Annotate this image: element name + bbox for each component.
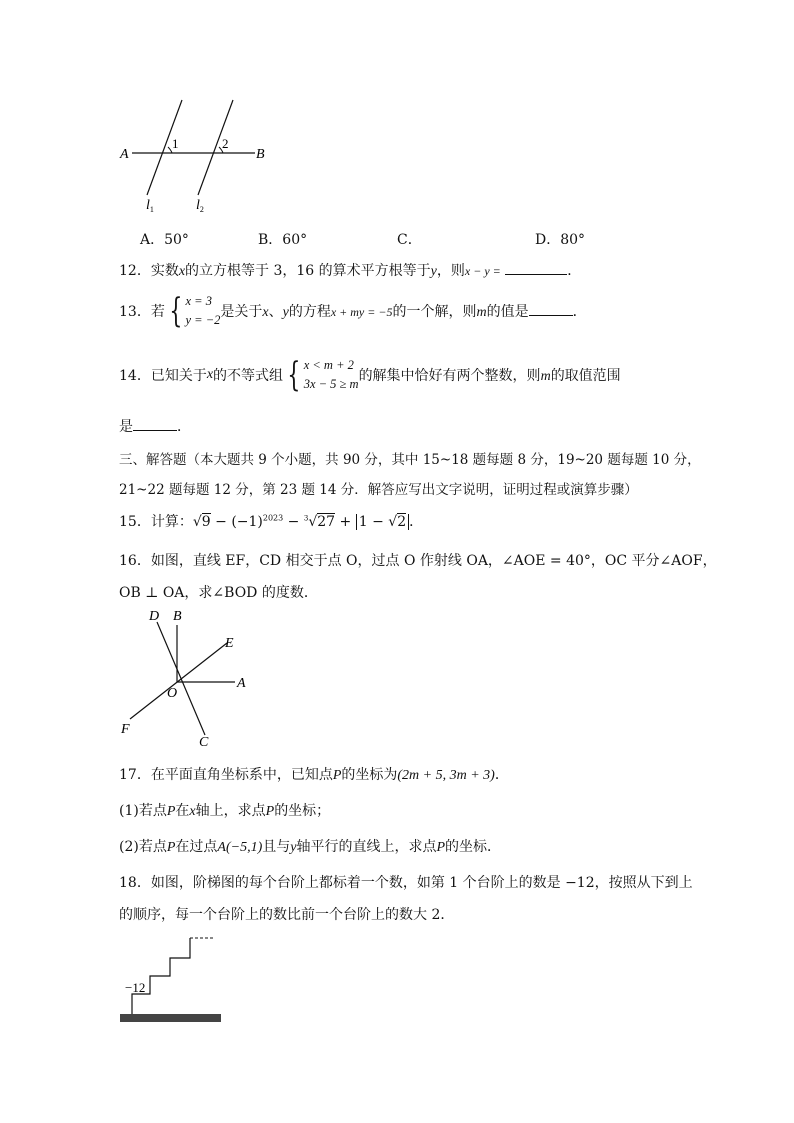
question-13: 13．若 { x = 3 y = −2 是关于x、y的方程x + my = −5的一个解，则m的值是 ． [119, 291, 587, 331]
stair-steps [132, 938, 190, 1014]
question-18-line2: 的顺序，每一个台阶上的数比前一个台阶上的数大 2． [119, 907, 455, 923]
label-a: A [237, 676, 246, 691]
step-label: −12 [125, 980, 146, 995]
label-b: B [173, 609, 182, 624]
answer-blank[interactable] [529, 303, 573, 316]
question-18: 18．如图，阶梯图的每个台阶上都标着一个数，如第 1 个台阶上的数是 −12，按照从下到上 [119, 875, 693, 891]
answer-blank[interactable] [133, 418, 177, 431]
question-17: 17．在平面直角坐标系中，已知点P的坐标为(2m + 5, 3m + 3)． [119, 767, 509, 783]
label-angle-2: 2 [222, 136, 229, 151]
option-c: C． [397, 232, 422, 248]
staircase-figure [115, 928, 230, 1026]
inequality-system: x < m + 2 3x − 5 ≥ m [303, 358, 359, 391]
label-a: A [120, 147, 129, 162]
option-a: A．50° [140, 232, 189, 248]
question-14-line2: 是 ． [119, 419, 191, 435]
brace-icon: { [169, 291, 183, 331]
label-c: C [199, 735, 209, 750]
label-f: F [121, 722, 130, 737]
brace-icon: { [287, 355, 301, 395]
question-16: 16．如图，直线 EF，CD 相交于点 O，过点 O 作射线 OA，∠AOE = 40°，OC 平分∠AOF， [119, 553, 717, 569]
label-angle-1: 1 [172, 136, 179, 151]
section-3-header-line2: 21~22 题每题 12 分，第 23 题 14 分．解答应写出文字说明，证明过程或演算步骤） [119, 482, 638, 498]
line-ef [130, 643, 227, 719]
question-17-part2: (2)若点P在过点A(−5,1)且与y轴平行的直线上，求点P的坐标． [119, 839, 502, 855]
label-l1: $l_1$ [146, 198, 154, 214]
ground-bar [120, 1014, 221, 1022]
question-12: 12．实数x的立方根等于 3，16 的算术平方根等于y，则x − y = ． [119, 263, 582, 279]
label-d: D [149, 609, 160, 624]
label-b: B [256, 147, 265, 162]
label-o: O [167, 686, 178, 701]
option-b: B．60° [258, 232, 308, 248]
angle-rays-figure [115, 605, 265, 750]
parallel-lines-figure [110, 95, 280, 220]
section-3-header: 三、解答题（本大题共 9 个小题，共 90 分，其中 15~18 题每题 8 分，19~20 题每题 10 分， [119, 452, 701, 468]
label-l2: $l_2$ [196, 198, 204, 214]
option-d: D．80° [535, 232, 586, 248]
question-17-part1: (1)若点P在x轴上，求点P的坐标； [119, 803, 331, 819]
answer-blank[interactable] [505, 262, 567, 275]
question-15: 15．计算：$√9 - (-1)^{2023} - ^3√27 + 1 - √2$ ． [119, 513, 424, 530]
label-e: E [225, 636, 234, 651]
equation-system: x = 3 y = −2 [185, 294, 221, 327]
question-16-line2: OB ⊥ OA，求∠BOD 的度数． [119, 585, 318, 601]
question-14: 14．已知关于x的不等式组 { x < m + 2 3x − 5 ≥ m 的解集中恰好有两个整数，则m的取值范围 [119, 355, 621, 395]
